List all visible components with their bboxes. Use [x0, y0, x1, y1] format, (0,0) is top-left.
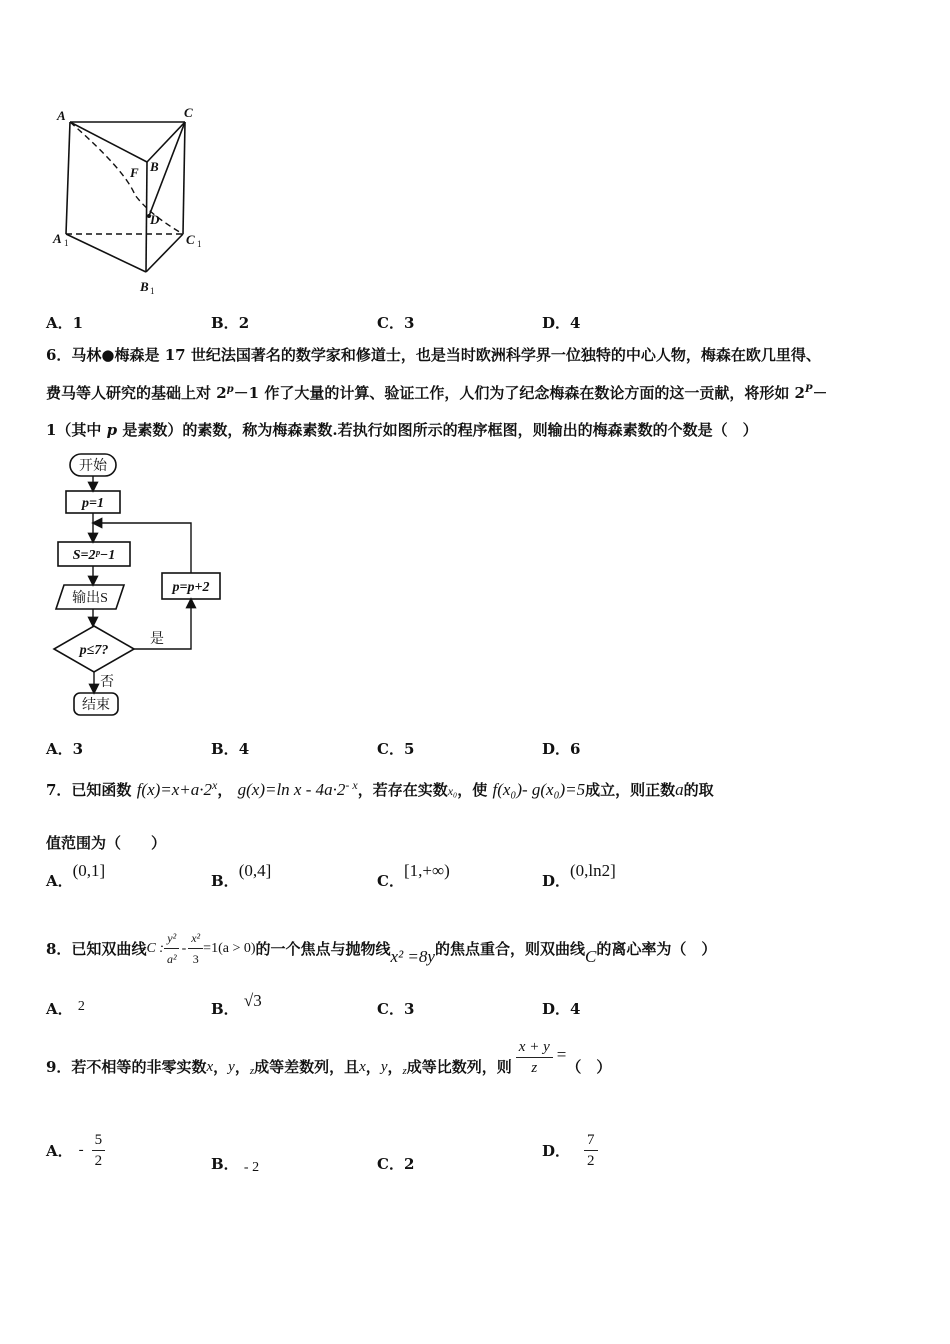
- q8-var-c: C: [584, 946, 597, 966]
- q6-option-b[interactable]: [211, 738, 249, 759]
- q8-option-d[interactable]: [542, 998, 580, 1019]
- edge-A1B1: [66, 234, 146, 272]
- flow-init-label: p=1: [82, 496, 104, 511]
- q7-option-b[interactable]: [211, 861, 272, 891]
- edge-B1C1: [146, 234, 183, 272]
- q8-parabola: x² =8y: [390, 946, 435, 966]
- label-A1: A: [53, 231, 62, 246]
- option-value: (0,4]: [238, 861, 272, 880]
- q5-option-a[interactable]: [46, 312, 83, 333]
- q6-text-line1: 6．马林●梅森是 17 世纪法国著名的数学家和修道士，也是当时欧洲科学界一位独特的中心人物，梅森在欧几里得、: [46, 346, 821, 364]
- option-letter: A．: [46, 314, 73, 332]
- q8-option-a[interactable]: [46, 998, 85, 1019]
- option-frac-den: 2: [587, 1153, 595, 1169]
- option-letter: D．: [542, 314, 571, 332]
- q6-text-line2: [46, 380, 828, 403]
- q9-var-y: y: [228, 1059, 235, 1075]
- q9-var-x: x: [206, 1059, 214, 1075]
- option-letter: A．: [46, 1142, 73, 1160]
- q9-mid-text-2: 成等比数列，则: [406, 1058, 512, 1076]
- curve-AF-C1-hidden: [70, 122, 183, 234]
- q7-comma-text: ，使: [457, 781, 488, 799]
- option-value: 3: [72, 740, 84, 758]
- option-value: 4: [238, 740, 250, 758]
- label-D: D: [150, 212, 160, 227]
- q9-mid-text-1: 成等差数列，且: [254, 1058, 360, 1076]
- q8-suffix: 的离心率为（ ）: [596, 939, 717, 958]
- option-value: - 2: [243, 1160, 260, 1175]
- option-letter: A．: [46, 1000, 73, 1018]
- option-frac-num: 5: [92, 1130, 106, 1151]
- q7-suffix-b: 的取: [683, 781, 714, 799]
- q7-prefix: 7．已知函数: [46, 781, 132, 799]
- q7-option-d[interactable]: [542, 861, 616, 891]
- q9-option-d[interactable]: [542, 1130, 598, 1171]
- option-letter: B．: [211, 740, 239, 758]
- q9-var-z: z: [402, 1065, 407, 1077]
- q6-option-a[interactable]: [46, 738, 83, 759]
- q9-option-c[interactable]: [377, 1153, 414, 1174]
- option-frac-num: 7: [584, 1130, 598, 1151]
- option-value: [1,+∞): [403, 861, 450, 880]
- option-letter: B．: [211, 1155, 239, 1173]
- option-value: √3: [243, 991, 262, 1010]
- flow-output-label: 输出S: [72, 591, 108, 606]
- label-C1: C: [186, 232, 195, 247]
- q9-fraction: [516, 1037, 553, 1078]
- q8-option-b[interactable]: [211, 991, 262, 1019]
- q7-g-expression: g(x)=ln x - 4a·2: [237, 780, 346, 799]
- q8-fraction-2: [188, 928, 203, 969]
- flow-yes-label: 是: [150, 632, 164, 647]
- option-fraction: [584, 1130, 598, 1171]
- option-value: 4: [570, 314, 581, 332]
- label-B: B: [150, 159, 159, 174]
- flow-cond-label: p≤7?: [79, 643, 109, 658]
- option-value: 1: [72, 314, 84, 332]
- q8-frac2-den: 3: [192, 952, 199, 966]
- q9-comma: ，: [387, 1058, 403, 1076]
- q7-mid-text: ，若存在实数: [357, 781, 448, 799]
- q6-exponent-p: p: [226, 384, 234, 395]
- q5-option-d[interactable]: [542, 312, 580, 333]
- flow-end-label: 结束: [82, 698, 110, 713]
- option-letter: D．: [542, 872, 571, 890]
- q9-comma: ，: [365, 1058, 381, 1076]
- q6-exponent-P: P: [805, 384, 813, 395]
- option-letter: A．: [46, 740, 73, 758]
- label-C: C: [184, 105, 193, 120]
- q9-comma: ，: [234, 1058, 250, 1076]
- q8-frac2-num: x²: [188, 928, 203, 949]
- label-C1-sub: 1: [197, 239, 202, 249]
- q6-line2-part-b: －1 作了大量的计算、验证工作，人们为了纪念梅森在数论方面的这一贡献，将形如 2: [233, 384, 805, 402]
- option-value: 3: [403, 314, 415, 332]
- option-value: 3: [403, 1000, 415, 1018]
- q8-prefix: 8．已知双曲线: [46, 939, 147, 958]
- option-letter: C．: [377, 740, 404, 758]
- q8-mid-text-2: 的焦点重合，则双曲线: [434, 939, 585, 958]
- option-letter: B．: [211, 314, 239, 332]
- label-A1-sub: 1: [64, 238, 69, 248]
- option-value: 6: [570, 740, 581, 758]
- q8-c-label: C :: [146, 940, 164, 956]
- option-letter: B．: [211, 872, 239, 890]
- q8-option-c[interactable]: [377, 998, 414, 1019]
- option-letter: C．: [377, 872, 404, 890]
- flow-compute-label: S=2ᵖ−1: [72, 548, 116, 563]
- q8-minus: -: [181, 940, 187, 956]
- flow-update-label: p=p+2: [172, 580, 210, 595]
- q7-option-c[interactable]: [377, 861, 450, 891]
- q7-g-exponent: - x: [345, 778, 358, 792]
- option-value: 2: [77, 999, 85, 1014]
- q7-var-x0: x₀: [447, 784, 458, 798]
- q6-var-p: p: [106, 421, 118, 439]
- q9-frac-num: x + y: [516, 1037, 553, 1058]
- q6-line3-part-b: 是素数）的素数，称为梅森素数.若执行如图所示的程序框图，则输出的梅森素数的个数是（ ）: [117, 421, 758, 439]
- q7-option-a[interactable]: [46, 861, 106, 891]
- q7-var-a: a: [675, 780, 684, 799]
- q9-suffix: （ ）: [566, 1058, 612, 1076]
- label-B1-sub: 1: [150, 286, 155, 296]
- option-value: (0,ln2]: [570, 861, 616, 880]
- q6-line2-part-c: －: [812, 384, 828, 402]
- q8-frac1-den: a²: [166, 952, 177, 966]
- option-letter: C．: [377, 314, 404, 332]
- option-letter: D．: [542, 1000, 571, 1018]
- q7-text-line1: [46, 775, 714, 801]
- prism-figure: [40, 100, 220, 300]
- q7-separator: ，: [217, 781, 233, 799]
- q9-var-y: y: [380, 1059, 388, 1075]
- q9-equals: =: [556, 1045, 567, 1064]
- label-B1: B: [140, 279, 149, 294]
- q7-text-line2: 值范围为（ ）: [46, 834, 167, 852]
- q5-option-b[interactable]: [211, 312, 249, 333]
- q9-option-b[interactable]: [211, 1153, 259, 1174]
- q8-equation-rhs: =1(a > 0): [203, 940, 256, 956]
- q9-option-a[interactable]: [46, 1130, 105, 1171]
- option-letter: B．: [211, 1000, 239, 1018]
- q7-f-exponent: x: [212, 778, 218, 792]
- q8-frac1-num: y²: [164, 928, 179, 949]
- edge-CC1: [183, 122, 185, 234]
- q5-option-c[interactable]: [377, 312, 414, 333]
- edge-BC: [147, 122, 185, 162]
- q8-fraction-1: [164, 928, 180, 969]
- q9-var-z: z: [249, 1065, 255, 1077]
- option-letter: C．: [377, 1000, 404, 1018]
- flow-start-label: 开始: [79, 459, 107, 474]
- option-value: 2: [238, 314, 250, 332]
- option-letter: D．: [542, 740, 571, 758]
- q9-frac-den: z: [531, 1059, 538, 1076]
- edge-BB1: [146, 162, 147, 272]
- edge-AA1: [66, 122, 70, 234]
- option-letter: D．: [542, 1142, 571, 1160]
- option-value: 5: [403, 740, 415, 758]
- option-letter: C．: [377, 1155, 404, 1173]
- flowchart: [50, 450, 240, 720]
- q6-text-line3: [46, 420, 758, 440]
- flow-no-label: 否: [100, 675, 114, 690]
- q9-prefix: 9．若不相等的非零实数: [46, 1058, 207, 1076]
- q7-condition-expression: f(x₀)- g(x₀)=5: [492, 780, 586, 799]
- edge-AB: [70, 122, 147, 162]
- q6-line3-part-a: 1（其中: [46, 421, 107, 439]
- option-sign: -: [78, 1142, 84, 1158]
- q9-var-x: x: [359, 1059, 366, 1075]
- option-value: (0,1]: [72, 861, 106, 880]
- q8-text: [46, 928, 716, 969]
- q6-line2-part-a: 费马等人研究的基础上对 2: [46, 384, 227, 402]
- option-fraction: [92, 1130, 106, 1171]
- option-value: 4: [570, 1000, 581, 1018]
- q9-comma: ，: [213, 1058, 229, 1076]
- q9-text: [46, 1038, 612, 1089]
- q6-option-c[interactable]: [377, 738, 414, 759]
- label-F: F: [130, 165, 139, 180]
- q7-suffix-a: 成立，则正数: [585, 781, 676, 799]
- option-value: 2: [403, 1155, 415, 1173]
- option-frac-den: 2: [94, 1153, 103, 1169]
- q6-option-d[interactable]: [542, 738, 580, 759]
- label-A: A: [57, 108, 66, 123]
- option-letter: A．: [46, 872, 73, 890]
- q8-mid-text: 的一个焦点与抛物线: [255, 939, 391, 958]
- q7-f-expression: f(x)=x+a·2: [136, 780, 213, 799]
